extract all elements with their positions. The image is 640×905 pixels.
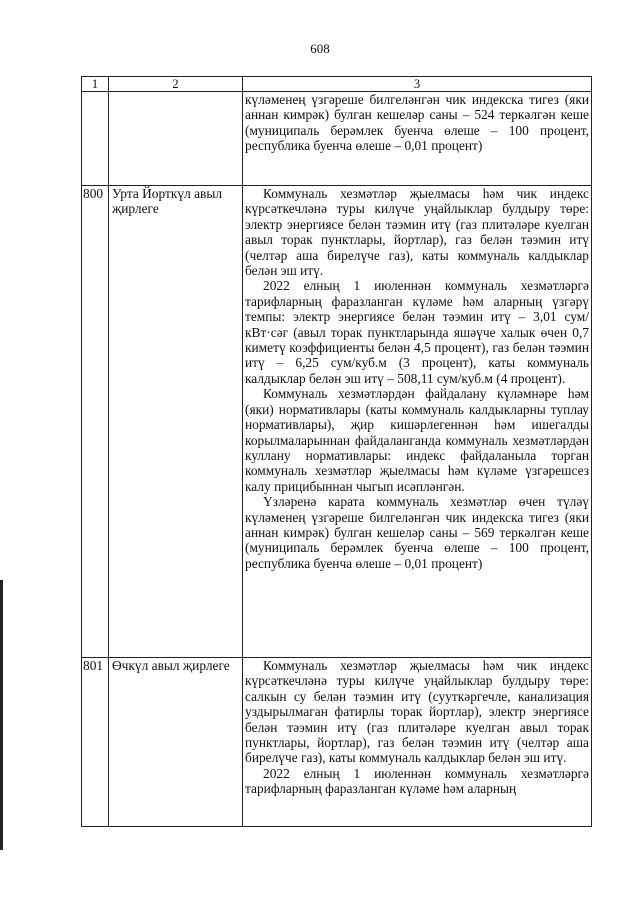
paragraph: 2022 елның 1 июленнән коммуналь хезмәтләргә тарифларның фаразланган күләме һәм аларның үзгәрү темпы: электр энергиясе белән тәэмин итү – 3,01 сум/кВт·сәг (авыл торак пунктларында яшәүче халык өчен 0,7 киметү коэффициенты белән 4,5 процент), газ белән тәэмин итү – 6,25 сум/куб.м (3 процент), каты коммуналь калдыклар белән эш итү – 508,11 сум/куб.м (4 процент). [245, 278, 589, 386]
row-number: 801 [82, 658, 109, 827]
settlement-name: Урта Йорткүл авыл җирлеге [109, 186, 243, 658]
table-row [82, 658, 592, 827]
scan-edge-mark [0, 580, 3, 850]
settlement-name [109, 92, 243, 186]
table-row [82, 186, 592, 658]
paragraph: Коммуналь хезмәтләрдән файдалану күләмнәре һәм (яки) нормативлары (каты коммуналь калдыкларны туплау нормативлары), җир кишәрлегеннән һәм ишегалды корылмаларыннан файдаланганда коммуналь хезмәтләрдән куллану нормативлары: индекс файдаланыла торган коммуналь хезмәтләр җыелмасы һәм күләме үзгәрешсез калу прицибыннан чыгып исәпләнгән. [245, 386, 589, 494]
row-number: 800 [82, 186, 109, 658]
settlement-name: Өчкүл авыл җирлеге [109, 658, 243, 827]
row-description [243, 186, 592, 658]
paragraph: Үзләренә карата коммуналь хезмәтләр өчен түләү күләменең үзгәреше билгеләнгән чик индекска тигез (яки аннан кимрәк) булган кешеләр саны – 569 теркәлгән кеше (муниципаль берәмлек буенча өлеше – 100 процент, республика буенча өлеше – 0,01 процент) [245, 494, 589, 571]
table-row [82, 92, 592, 186]
header-cell-2: 2 [109, 77, 243, 92]
row-number [82, 92, 109, 186]
paragraph: Коммуналь хезмәтләр җыелмасы һәм чик индекс күрсәткечләнә туры килүче уңайлыклар булдыру төре: салкын су белән тәэмин итү (сууткәргечле, канализация уздырылмаган фатирлы торак йортлар), электр энергиясе белән тәэмин итү (газ плитәләре куелган авыл торак пунктлары, йортлар), газ белән тәэмин итү (челтәр аша бирелүче газ), каты коммуналь калдыклар белән эш итү. [245, 658, 589, 766]
paragraph: күләменең үзгәреше билгеләнгән чик индекска тигез (яки аннан кимрәк) булган кешеләр саны – 524 теркәлгән кеше (муниципаль берәмлек буенча өлеше – 100 процент, республика буенча өлеше – 0,01 процент) [245, 92, 589, 154]
paragraph: Коммуналь хезмәтләр җыелмасы һәм чик индекс күрсәткечләнә туры килүче уңайлыклар булдыру төре: электр энергиясе белән тәэмин итү (газ плитәләре куелган авыл торак пунктлары, йортлар), газ белән тәэмин итү (челтәр аша бирелүче газ), каты коммуналь калдыклар белән эш итү. [245, 186, 589, 279]
document-table [81, 76, 592, 827]
table-header-row [82, 77, 592, 92]
header-cell-1: 1 [82, 77, 109, 92]
row-description [243, 658, 592, 827]
row-description [243, 92, 592, 186]
paragraph: 2022 елның 1 июленнән коммуналь хезмәтләргә тарифларның фаразланган күләме һәм аларның [245, 765, 589, 797]
page-number: 608 [310, 41, 330, 56]
header-cell-3: 3 [243, 77, 592, 92]
